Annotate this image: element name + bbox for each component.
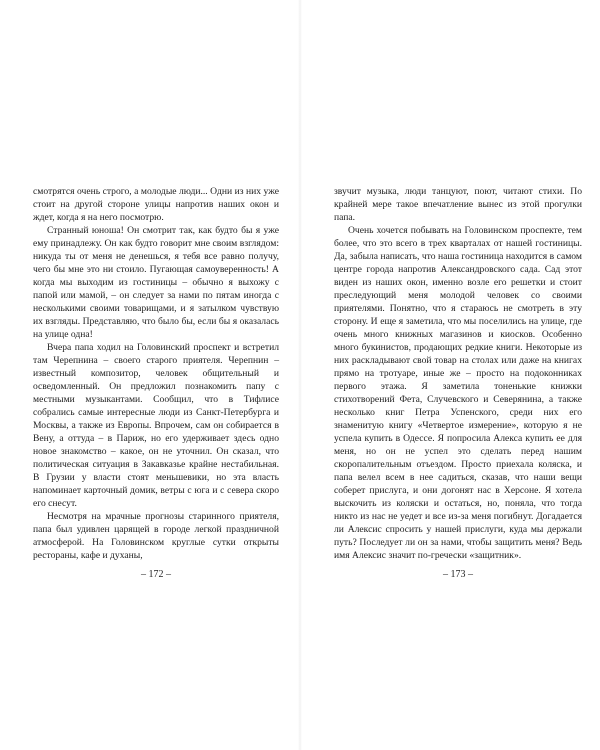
left-page — [33, 185, 279, 562]
left-paragraph-3: Вчера папа ходил на Головинский проспект и встретил там Черепнина – своего старого приятеля. Черепнин – известный композитор, человек общительный и осведомленный. Он предложил познакомить папу с местными музыкантами. Сообщил, что в Тифлисе собрались самые интересные люди из Санкт-Петербурга и Москвы, а также из Европы. Впрочем, сам он собирается в Вену, а оттуда – в Париж, но его удерживает здесь одно новое знакомство – какое, он не уточнил. Он сказал, что политическая ситуация в Закавказье крайне нестабильная. В Грузии у власти стоят меньшевики, но эта власть напоминает карточный домик, ветры с юга и с севера скоро его снесут. — [33, 342, 279, 509]
gutter-shadow — [298, 0, 302, 750]
right-page-number: – 173 – — [443, 569, 473, 580]
left-paragraph-2: Странный юноша! Он смотрит так, как будто бы я уже ему принадлежу. Он как будто говорит мне своим взглядом: никуда ты от меня не денешься, я тебя все равно получу, чего бы мне это ни стоило. Пугающая самоуверенность! А когда мы выходим из гостиницы – обычно я выхожу с папой или мамой, – он следует за нами по пятам иногда с несколькими своими товарищами, и я затылком чувствую их взгляды. Представляю, что было бы, если бы я оказалась на улице одна! — [33, 225, 279, 340]
left-paragraph-1: смотрятся очень строго, а молодые люди... Одни из них уже стоит на другой стороне улицы напротив наших окон и ждет, когда я на него посмотрю. — [33, 186, 279, 223]
left-paragraph-4: Несмотря на мрачные прогнозы старинного приятеля, папа был удивлен царящей в городе легкой праздничной атмосферой. На Головинском круглые сутки открыты рестораны, кафе и духаны, — [33, 511, 279, 561]
right-paragraph-1: звучит музыка, люди танцуют, поют, читают стихи. По крайней мере такое впечатление вынес из этой прогулки папа. — [334, 186, 582, 223]
right-paragraph-2: Очень хочется побывать на Головинском проспекте, тем более, что это всего в трех кварталах от нашей гостиницы. Да, забыла написать, что наша гостиница находится в самом центре города напротив Александровского сада. Сад этот виден из наших окон, именно возле его решетки и стоит преследующий меня молодой человек со своими приятелями. Понятно, что я стараюсь не смотреть в эту сторону. И еще я заметила, что мы поселились на улице, где очень много книжных магазинов и киосков. Особенно много букинистов, продающих редкие книги. Некоторые из них раскладывают свой товар на столах или даже на книгах прямо на тротуаре, иные же – просто на подоконниках первого этажа. Я заметила тоненькие книжки стихотворений Фета, Случевского и Северянина, а также несколько книг Петра Успенского, среди них его знаменитую книгу «Четвертое измерение», которую я не успела купить в Одессе. Я попросила Алекса купить ее для меня, но он не успел это сделать перед нашим скоропалительным отъездом. Просто приехала коляска, и папа велел всем в нее садиться, сказав, что наши вещи соберет прислуга, и они догонят нас в Херсоне. Я хотела выскочить из коляски и остаться, но, поняла, что тогда никто из нас не уедет и все из-за меня погибнут. Догадается ли Алексис спросить у нашей прислуги, куда мы держали путь? Последует ли он за нами, чтобы защитить меня? Ведь имя Алексис значит по-гречески «защитник». — [334, 225, 582, 561]
left-page-number: – 172 – — [141, 569, 171, 580]
right-page — [334, 185, 582, 562]
